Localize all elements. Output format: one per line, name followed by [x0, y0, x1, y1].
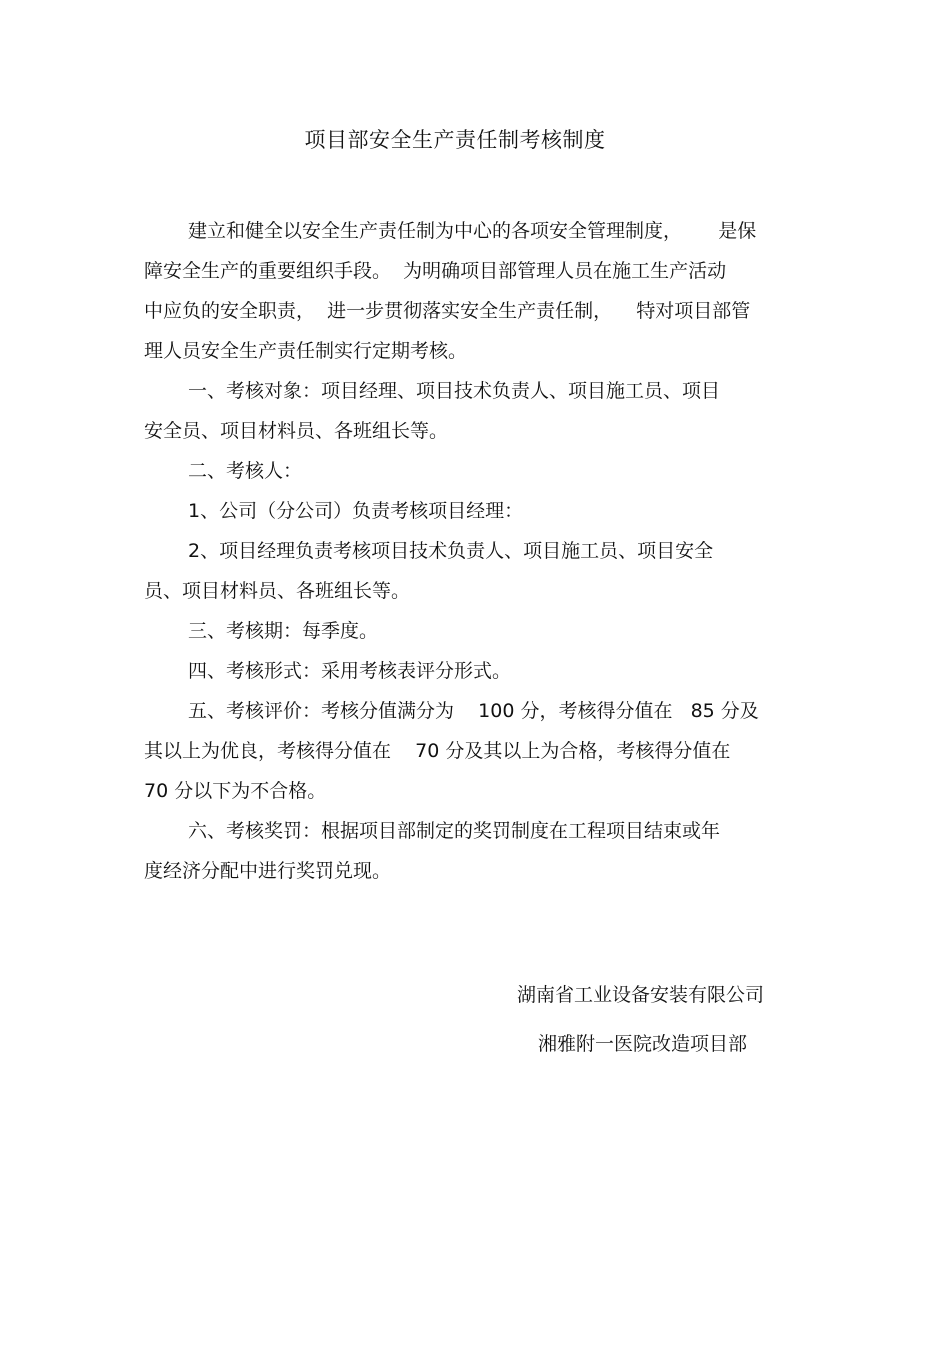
document-title: 项目部安全生产责任制考核制度 [304, 128, 606, 152]
signature-department: 湘雅附一医院改造项目部 [538, 1033, 748, 1055]
signature-company: 湖南省工业设备安装有限公司 [517, 984, 765, 1006]
paragraph-line: 建立和健全以安全生产责任制为中心的各项安全管理制度， 是保 [188, 220, 757, 242]
paragraph-line: 员、项目材料员、各班组长等。 [144, 580, 411, 602]
paragraph-line: 二、考核人： [188, 460, 303, 482]
paragraph-line: 三、考核期：每季度。 [188, 620, 379, 642]
paragraph-line: 障安全生产的重要组织手段。 为明确项目部管理人员在施工生产活动 [144, 260, 727, 282]
paragraph-line: 70 分以下为不合格。 [144, 780, 327, 802]
paragraph-line: 2、项目经理负责考核项目技术负责人、项目施工员、项目安全 [188, 540, 714, 562]
paragraph-line: 一、考核对象：项目经理、项目技术负责人、项目施工员、项目 [188, 380, 721, 402]
paragraph-line: 四、考核形式：采用考核表评分形式。 [188, 660, 512, 682]
paragraph-line: 其以上为优良，考核得分值在 70 分及其以上为合格，考核得分值在 [144, 740, 731, 762]
paragraph-line: 五、考核评价：考核分值满分为 100 分，考核得分值在 85 分及 [188, 700, 759, 722]
paragraph-line: 中应负的安全职责， 进一步贯彻落实安全生产责任制， 特对项目部管 [144, 300, 751, 322]
paragraph-line: 安全员、项目材料员、各班组长等。 [144, 420, 449, 442]
paragraph-line: 六、考核奖罚：根据项目部制定的奖罚制度在工程项目结束或年 [188, 820, 721, 842]
paragraph-line: 1、公司（分公司）负责考核项目经理： [188, 500, 524, 522]
paragraph-line: 理人员安全生产责任制实行定期考核。 [144, 340, 468, 362]
paragraph-line: 度经济分配中进行奖罚兑现。 [144, 860, 392, 882]
